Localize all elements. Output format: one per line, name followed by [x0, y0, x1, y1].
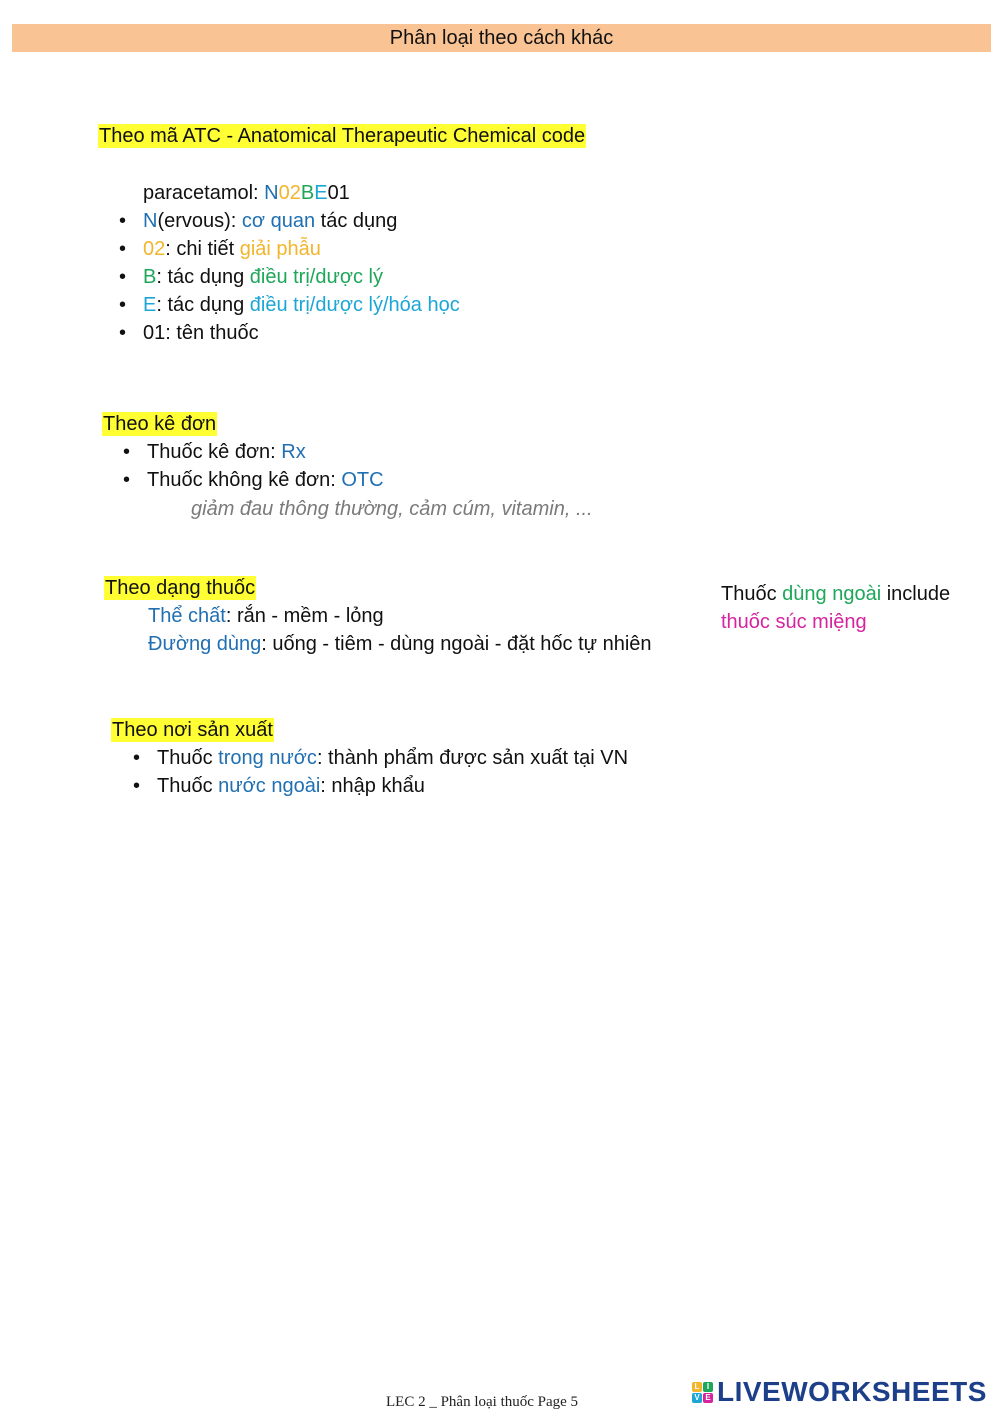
prescription-value: Rx	[281, 441, 306, 463]
origin-text: : nhập khẩu	[320, 775, 425, 797]
prescription-value: OTC	[341, 469, 384, 491]
atc-item-term: giải phẫu	[239, 238, 321, 260]
logo-letter: V	[692, 1393, 702, 1403]
form-key: Đường dùng	[148, 633, 262, 655]
origin-text: Thuốc	[157, 775, 219, 797]
liveworksheets-logo	[692, 1376, 987, 1408]
logo-letter: L	[692, 1382, 702, 1392]
list-item: • Thuốc kê đơn: Rx	[123, 441, 306, 463]
atc-heading-row	[98, 122, 586, 150]
atc-item-code: E	[143, 294, 157, 316]
liveworksheets-text: LIVEWORKSHEETS	[717, 1376, 987, 1407]
atc-heading: Theo mã ATC - Anatomical Therapeutic Chemical code	[99, 125, 586, 147]
form-key: Thể chất	[148, 605, 226, 627]
form-heading: Theo dạng thuốc	[105, 577, 256, 599]
list-item: • 01: tên thuốc	[119, 322, 259, 344]
atc-item-text: tác dụng	[315, 210, 398, 232]
atc-item-text: (ervous):	[157, 210, 242, 232]
atc-item-text: : tác dụng	[156, 294, 250, 316]
list-item: • Thuốc trong nước: thành phẩm được sản xuất tại VN	[133, 747, 629, 769]
origin-heading: Theo nơi sản xuất	[112, 719, 273, 741]
logo-letter: I	[703, 1382, 713, 1392]
list-item: • N(ervous): cơ quan tác dụng	[119, 210, 398, 232]
atc-item-code: B	[143, 266, 157, 288]
side-note-text: include	[881, 583, 951, 605]
list-item: • E: tác dụng điều trị/dược lý/hóa học	[119, 294, 460, 316]
form-line-route	[148, 630, 652, 658]
atc-example-label: paracetamol:	[143, 182, 265, 204]
atc-item-text: 01: tên thuốc	[143, 322, 259, 344]
liveworksheets-icon	[692, 1382, 713, 1403]
atc-code-02: 02	[278, 182, 301, 204]
form-line-state	[148, 602, 384, 630]
prescription-label: Thuốc không kê đơn:	[147, 469, 342, 491]
prescription-note: giảm đau thông thường, cảm cúm, vitamin, ...	[191, 498, 593, 520]
list-item: • Thuốc không kê đơn: OTC	[123, 469, 384, 491]
atc-item-term: điều trị/dược lý/hóa học	[249, 294, 460, 316]
form-value: : uống - tiêm - dùng ngoài - đặt hốc tự nhiên	[261, 633, 652, 655]
origin-term: trong nước	[218, 747, 317, 769]
prescription-heading: Theo kê đơn	[103, 413, 217, 435]
atc-item-term: điều trị/dược lý	[249, 266, 383, 288]
page-header	[12, 24, 991, 52]
atc-item-text: : chi tiết	[165, 238, 240, 260]
origin-term: nước ngoài	[218, 775, 321, 797]
atc-code-e: E	[314, 182, 328, 204]
side-note-term: dùng ngoài	[782, 583, 882, 605]
side-note-line1	[721, 580, 950, 608]
page-footer: LEC 2 _ Phân loại thuốc Page 5	[386, 1394, 579, 1410]
page-title: Phân loại theo cách khác	[389, 26, 614, 49]
atc-code-b: B	[300, 182, 315, 204]
atc-item-text: : tác dụng	[156, 266, 250, 288]
logo-letter: E	[703, 1393, 713, 1403]
origin-text: Thuốc	[157, 747, 219, 769]
list-item: • B: tác dụng điều trị/dược lý	[119, 266, 383, 288]
form-heading-row	[104, 574, 256, 602]
atc-item-code: N	[143, 210, 158, 232]
prescription-heading-row	[102, 410, 217, 438]
side-note-text: Thuốc	[721, 583, 783, 605]
origin-text: : thành phẩm được sản xuất tại VN	[316, 747, 629, 769]
list-item: • 02: chi tiết giải phẫu	[119, 238, 321, 260]
side-note-line2: thuốc súc miệng	[721, 611, 867, 633]
form-value: : rắn - mềm - lỏng	[225, 605, 384, 627]
atc-code-01: 01	[327, 182, 350, 204]
atc-item-code: 02	[143, 238, 166, 260]
atc-item-term: cơ quan	[241, 210, 316, 232]
atc-example	[143, 179, 350, 207]
origin-heading-row	[111, 716, 274, 744]
atc-code-n: N	[264, 182, 279, 204]
prescription-label: Thuốc kê đơn:	[147, 441, 282, 463]
list-item: • Thuốc nước ngoài: nhập khẩu	[133, 775, 425, 797]
